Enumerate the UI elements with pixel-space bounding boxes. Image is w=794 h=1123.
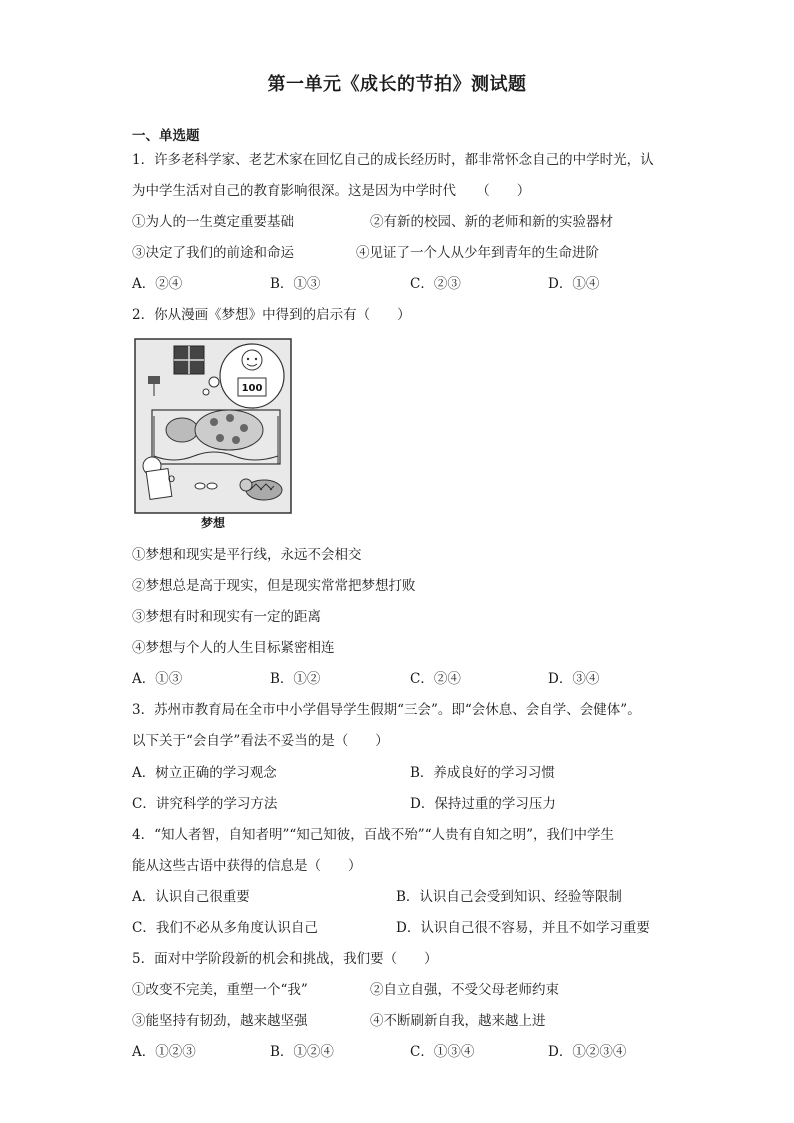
q4-option-a: A．认识自己很重要 bbox=[132, 889, 250, 905]
q3-option-a: A．树立正确的学习观念 bbox=[132, 765, 277, 781]
q4-option-d: D．认识自己很不容易，并且不如学习重要 bbox=[396, 920, 650, 936]
q2-option-c: C．②④ bbox=[410, 671, 461, 687]
q3-stem-line1: 3．苏州市教育局在全市中小学倡导学生假期“三会”。即“会休息、会自学、会健体”。 bbox=[132, 702, 641, 718]
q4-option-c: C．我们不必从多角度认识自己 bbox=[132, 920, 318, 936]
q1-statement-2: ②有新的校园、新的老师和新的实验器材 bbox=[370, 214, 613, 230]
q1-stem-line1: 1．许多老科学家、老艺术家在回忆自己的成长经历时，都非常怀念自己的中学时光，认 bbox=[132, 152, 654, 168]
q5-statement-4: ④不断刷新自我，越来越上进 bbox=[370, 1013, 546, 1029]
q3-stem-line2: 以下关于“会自学”看法不妥当的是（ ） bbox=[132, 733, 389, 749]
q5-stem: 5．面对中学阶段新的机会和挑战，我们要（ ） bbox=[132, 951, 438, 967]
q4-option-b: B．认识自己会受到知识、经验等限制 bbox=[396, 889, 622, 905]
q1-statement-3: ③决定了我们的前途和命运 bbox=[132, 245, 294, 261]
dream-cartoon-image bbox=[134, 338, 292, 514]
cartoon-score-label: 100 bbox=[241, 383, 263, 394]
q1-option-b: B．①③ bbox=[270, 276, 321, 292]
q3-option-c: C．讲究科学的学习方法 bbox=[132, 796, 278, 812]
q2-option-b: B．①② bbox=[270, 671, 321, 687]
q5-option-b: B．①②④ bbox=[270, 1044, 334, 1060]
q2-option-a: A．①③ bbox=[132, 671, 183, 687]
q1-option-a: A．②④ bbox=[132, 276, 183, 292]
q1-statement-4: ④见证了一个人从少年到青年的生命进阶 bbox=[356, 245, 599, 261]
q1-stem-line2: 为中学生活对自己的教育影响很深。这是因为中学时代 （ ） bbox=[132, 183, 531, 199]
q1-option-d: D．①④ bbox=[548, 276, 600, 292]
q2-stem: 2．你从漫画《梦想》中得到的启示有（ ） bbox=[132, 307, 411, 323]
q4-stem-line1: 4．“知人者智，自知者明”“知己知彼，百战不殆”“人贵有自知之明”，我们中学生 bbox=[132, 827, 614, 843]
q1-option-c: C．②③ bbox=[410, 276, 461, 292]
q4-stem-line2: 能从这些古语中获得的信息是（ ） bbox=[132, 858, 362, 874]
q1-statement-1: ①为人的一生奠定重要基础 bbox=[132, 214, 294, 230]
q2-statement-1: ①梦想和现实是平行线，永远不会相交 bbox=[132, 547, 362, 563]
q5-statement-1: ①改变不完美，重塑一个“我” bbox=[132, 982, 308, 998]
q5-option-d: D．①②③④ bbox=[548, 1044, 627, 1060]
q2-statement-4: ④梦想与个人的人生目标紧密相连 bbox=[132, 640, 335, 656]
svg-text:O: O bbox=[168, 475, 176, 485]
cartoon-caption: 梦想 bbox=[200, 516, 225, 530]
q5-option-c: C．①③④ bbox=[410, 1044, 475, 1060]
q2-option-d: D．③④ bbox=[548, 671, 600, 687]
page-title: 第一单元《成长的节拍》测试题 bbox=[267, 74, 527, 95]
q2-statement-3: ③梦想有时和现实有一定的距离 bbox=[132, 609, 321, 625]
q3-option-b: B．养成良好的学习习惯 bbox=[410, 765, 555, 781]
q3-option-d: D．保持过重的学习压力 bbox=[410, 796, 556, 812]
q2-statement-2: ②梦想总是高于现实，但是现实常常把梦想打败 bbox=[132, 578, 416, 594]
section-heading: 一、单选题 bbox=[132, 128, 200, 144]
q5-statement-3: ③能坚持有韧劲，越来越坚强 bbox=[132, 1013, 308, 1029]
q5-statement-2: ②自立自强，不受父母老师约束 bbox=[370, 982, 559, 998]
q5-option-a: A．①②③ bbox=[132, 1044, 196, 1060]
